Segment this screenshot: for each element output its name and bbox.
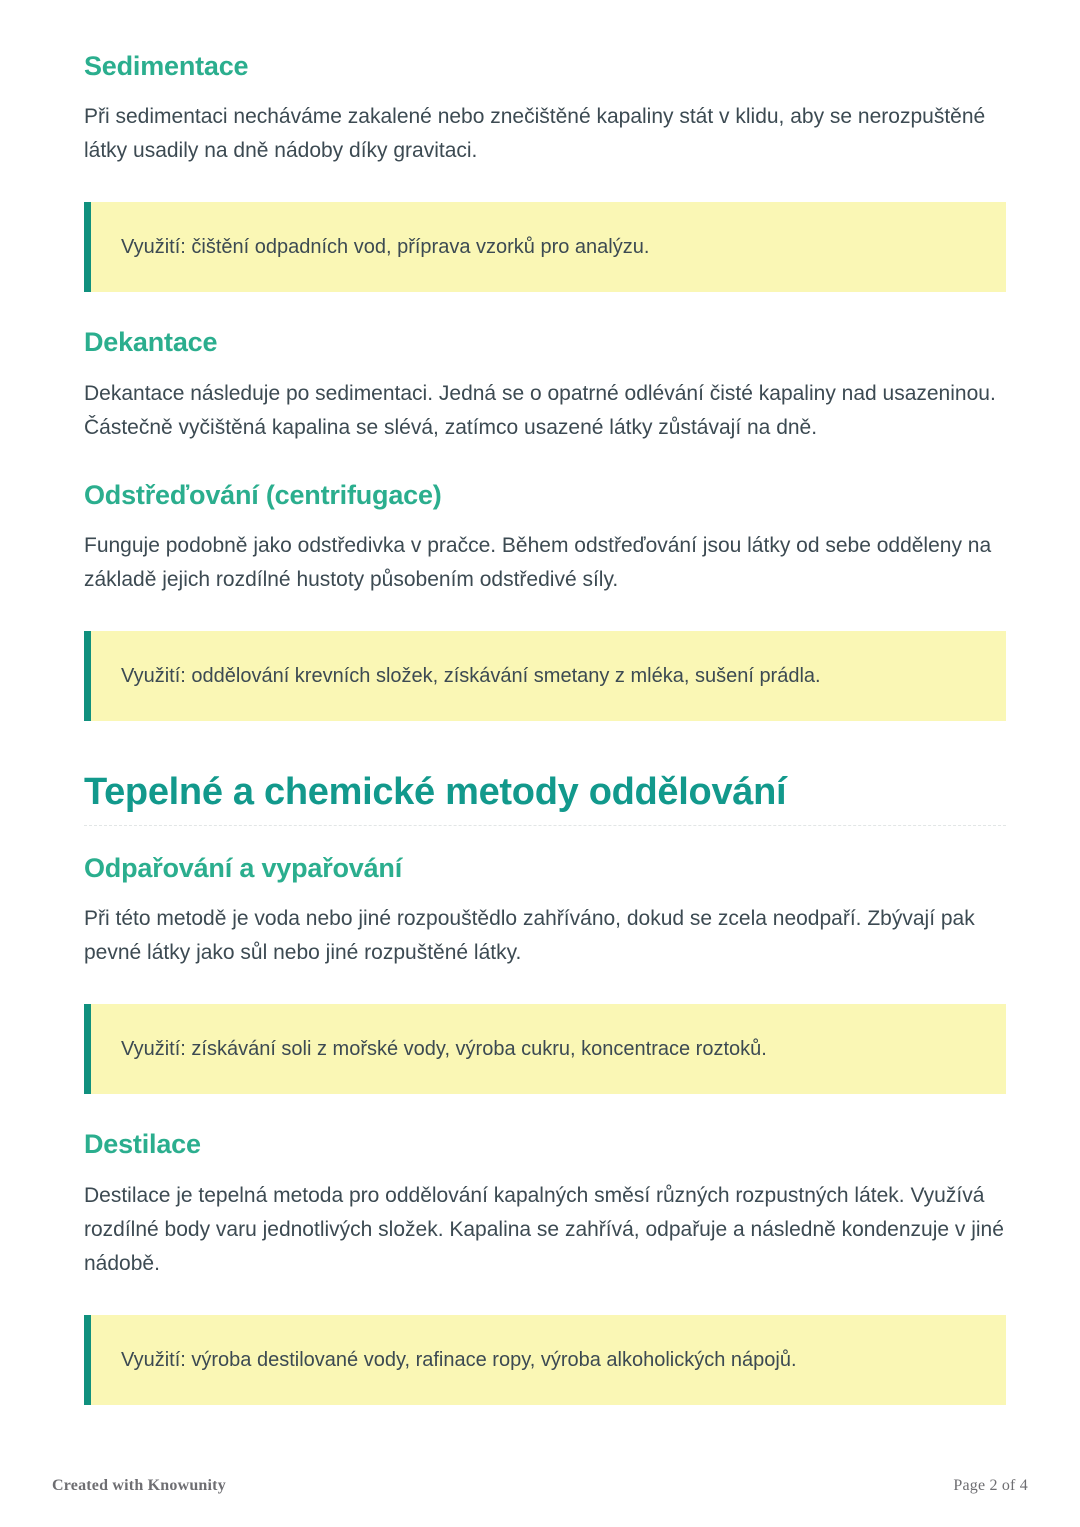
heading-dekantace: Dekantace <box>84 327 218 358</box>
heading-odparovani: Odpařování a vypařování <box>84 852 403 883</box>
page-content <box>84 0 1006 1405</box>
heading-tepelne-chemicke-metody: Tepelné a chemické metody oddělování <box>84 771 787 814</box>
spacer <box>84 168 1006 202</box>
spacer <box>84 721 1006 771</box>
section-dekantace <box>84 326 1006 444</box>
body-sedimentace: Při sedimentaci necháváme zakalené nebo znečištěné kapaliny stát v klidu, aby se nerozpuštěné látky usadily na dně nádoby díky gravitaci. <box>84 105 986 163</box>
heading-destilace: Destilace <box>84 1129 201 1160</box>
section-destilace <box>84 1128 1006 1404</box>
callout-text-destilace: Využití: výroba destilované vody, rafinace ropy, výroba alkoholických nápojů. <box>121 1348 797 1371</box>
spacer-top <box>84 0 1006 50</box>
section-odparovani <box>84 852 1006 1094</box>
section-divider <box>84 825 1006 826</box>
heading-sedimentace: Sedimentace <box>84 51 249 81</box>
callout-odparovani <box>84 1004 1006 1094</box>
footer-credit: Created with Knowunity <box>52 1477 226 1494</box>
spacer <box>84 292 1006 326</box>
spacer <box>84 1281 1006 1315</box>
callout-text-sedimentace: Využití: čištění odpadních vod, příprava vzorků pro analýzu. <box>121 236 650 259</box>
page-footer <box>0 1463 1080 1527</box>
section-sedimentace <box>84 50 1006 292</box>
callout-destilace <box>84 1315 1006 1405</box>
callout-text-odparovani: Využití: získávání soli z mořské vody, výroba cukru, koncentrace roztoků. <box>121 1038 767 1061</box>
body-destilace: Destilace je tepelná metoda pro oddělování kapalných směsí různých rozpustných látek. Využívá rozdílné body varu jednotlivých složek. Kapalina se zahřívá, odpařuje a následně kondenzuje v jiné nádobě. <box>84 1183 1004 1275</box>
footer-page-number: Page 2 of 4 <box>953 1477 1028 1494</box>
body-odparovani: Při této metodě je voda nebo jiné rozpouštědlo zahříváno, dokud se zcela neodpaří. Zbývají pak pevné látky jako sůl nebo jiné rozpuštěné látky. <box>84 907 975 965</box>
section-odstredovani <box>84 479 1006 721</box>
spacer <box>84 970 1006 1004</box>
callout-odstredovani <box>84 631 1006 721</box>
callout-text-odstredovani: Využití: oddělování krevních složek, získávání smetany z mléka, sušení prádla. <box>121 665 821 688</box>
body-odstredovani: Funguje podobně jako odstředivka v pračce. Během odstřeďování jsou látky od sebe odděleny na základě jejich rozdílné hustoty působením odstředivé síly. <box>84 534 992 592</box>
section-tepelne-chemicke <box>84 771 1006 826</box>
callout-sedimentace <box>84 202 1006 292</box>
spacer <box>84 597 1006 631</box>
body-dekantace: Dekantace následuje po sedimentaci. Jedná se o opatrné odlévání čisté kapaliny nad usazeninou. Částečně vyčištěná kapalina se slévá, zatímco usazené látky zůstávají na dně. <box>84 381 996 439</box>
spacer <box>84 445 1006 479</box>
heading-odstredovani: Odstřeďování (centrifugace) <box>84 479 442 510</box>
spacer <box>84 1094 1006 1128</box>
